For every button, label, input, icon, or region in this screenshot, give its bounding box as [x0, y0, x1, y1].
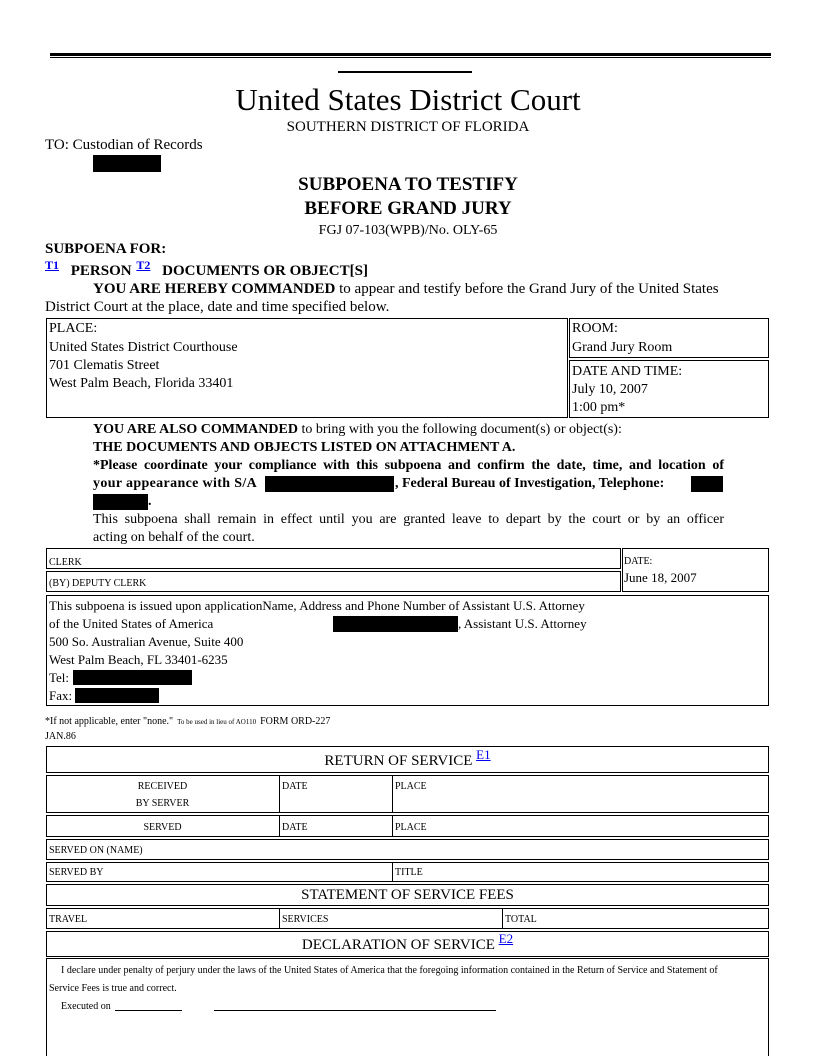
subpoena-for-options: [45, 258, 368, 280]
link-t1[interactable]: T1: [45, 258, 60, 272]
served-on-label: SERVED ON (NAME): [49, 845, 143, 856]
redaction-ausa-name: [333, 616, 458, 632]
issued-fax: Fax:: [49, 688, 73, 703]
served-by-label: SERVED BY: [49, 867, 104, 878]
footnote-text: *If not applicable, enter "none.": [45, 716, 174, 727]
to-line: TO: Custodian of Records: [45, 137, 203, 153]
clerk-date-value: June 18, 2007: [624, 570, 697, 585]
issued-line-4: West Palm Beach, FL 33401-6235: [49, 652, 228, 667]
redaction-fax: [75, 688, 159, 703]
fees-divider-2: [502, 908, 503, 929]
place-line-1: United States District Courthouse: [49, 340, 238, 355]
received-divider-2: [392, 775, 393, 813]
received-place-label: PLACE: [395, 781, 427, 792]
served-place-label: PLACE: [395, 822, 427, 833]
deputy-clerk-label: (BY) DEPUTY CLERK: [49, 578, 147, 589]
fees-row: [46, 908, 769, 929]
issued-line-2b: , Assistant U.S. Attorney: [458, 616, 587, 631]
return-title: [46, 747, 769, 770]
also-bold: YOU ARE ALSO COMMANDED: [93, 422, 298, 437]
place-line-3: West Palm Beach, Florida 33401: [49, 376, 234, 391]
commanded-bold: YOU ARE HEREBY COMMANDED: [93, 281, 336, 297]
declaration-text-1: I declare under penalty of perjury under the laws of the United States of America that the foregoing information contained in the Return of Service and Statement of: [61, 965, 718, 976]
commanded-rest: to appear and testify before the Grand Jury of the United States: [335, 281, 719, 297]
redaction-phone-2: [93, 494, 148, 510]
issued-tel: Tel:: [49, 670, 70, 685]
datetime-date: July 10, 2007: [572, 382, 648, 397]
issued-line-3: 500 So. Australian Avenue, Suite 400: [49, 634, 244, 649]
datetime-time: 1:00 pm*: [572, 400, 626, 415]
redaction-agent: [265, 476, 394, 492]
documents-label: DOCUMENTS OR OBJECT[S]: [162, 263, 368, 279]
commanded-line-2: District Court at the place, date and time specified below.: [45, 299, 390, 315]
services-label: SERVICES: [282, 914, 329, 925]
commanded-line-1: [93, 280, 771, 298]
top-rule: [50, 53, 771, 56]
subpoena-for-label: SUBPOENA FOR:: [45, 241, 167, 257]
short-rule: [338, 71, 472, 73]
attachment-line: THE DOCUMENTS AND OBJECTS LISTED ON ATTACHMENT A.: [93, 440, 516, 455]
place-line-2: 701 Clematis Street: [49, 358, 160, 373]
signature-line: [214, 1010, 496, 1011]
also-commanded: [93, 421, 622, 439]
case-number: FGJ 07-103(WPB)/No. OLY-65: [318, 223, 498, 238]
place-label: PLACE:: [49, 321, 98, 336]
footnote-form: FORM ORD-227: [260, 716, 331, 727]
link-t2[interactable]: T2: [136, 258, 151, 272]
received-label-1: RECEIVED: [137, 781, 188, 792]
served-date-label: DATE: [282, 822, 308, 833]
district-name: SOUTHERN DISTRICT OF FLORIDA: [286, 119, 530, 135]
top-rule-thin: [50, 57, 771, 58]
footnote-small: To be used in lieu of AO110: [177, 718, 257, 726]
received-divider-1: [279, 775, 280, 813]
coordinate-line-2a: your appearance with S/A: [93, 476, 258, 491]
redaction-phone-1: [691, 476, 723, 492]
room-value: Grand Jury Room: [572, 340, 673, 355]
return-title-text: RETURN OF SERVICE: [324, 753, 473, 769]
room-label: ROOM:: [572, 321, 618, 336]
also-rest: to bring with you the following document(s) or object(s):: [297, 422, 622, 437]
served-by-divider: [392, 862, 393, 882]
issued-line-1: This subpoena is issued upon applicationName, Address and Phone Number of Assistant U.S. Attorney: [49, 598, 585, 613]
declaration-title-text: DECLARATION OF SERVICE: [301, 937, 495, 953]
fees-title: STATEMENT OF SERVICE FEES: [301, 887, 514, 903]
link-e2[interactable]: E2: [498, 931, 514, 946]
clerk-date-label: DATE:: [624, 556, 653, 567]
effect-line-2: acting on behalf of the court.: [93, 530, 255, 545]
footnote-date: JAN.86: [45, 731, 76, 742]
redaction-recipient: [93, 155, 161, 172]
received-date-label: DATE: [282, 781, 308, 792]
clerk-box: [46, 548, 621, 569]
subpoena-title-1: SUBPOENA TO TESTIFY: [298, 174, 518, 195]
received-label-2: BY SERVER: [135, 798, 190, 809]
subpoena-title-2: BEFORE GRAND JURY: [304, 198, 512, 219]
total-label: TOTAL: [505, 914, 537, 925]
person-label: PERSON: [70, 263, 132, 279]
served-label: SERVED: [143, 822, 182, 833]
footnote: [45, 711, 330, 729]
link-e1[interactable]: E1: [476, 747, 491, 762]
coordinate-line-3: .: [148, 494, 152, 509]
datetime-label: DATE AND TIME:: [572, 364, 683, 379]
executed-date-line: [115, 1010, 182, 1011]
effect-line-1: This subpoena shall remain in effect until you are granted leave to depart by the court or by an officer: [93, 512, 724, 527]
coordinate-line-2b: , Federal Bureau of Investigation, Telephone:: [395, 476, 665, 491]
redaction-tel: [73, 670, 192, 685]
fees-divider-1: [279, 908, 280, 929]
served-on-row: [46, 839, 769, 860]
title-label: TITLE: [395, 867, 423, 878]
coordinate-line-1: *Please coordinate your compliance with this subpoena and confirm the date, time, and location of: [93, 458, 724, 473]
declaration-title: [46, 931, 769, 954]
served-divider-2: [392, 815, 393, 837]
served-divider-1: [279, 815, 280, 837]
declaration-text-2: Service Fees is true and correct.: [49, 983, 177, 994]
court-title: United States District Court: [235, 82, 581, 117]
clerk-label: CLERK: [49, 557, 82, 568]
issued-line-2a: of the United States of America: [49, 616, 214, 631]
travel-label: TRAVEL: [49, 914, 88, 925]
executed-on-label: Executed on: [61, 1001, 111, 1012]
